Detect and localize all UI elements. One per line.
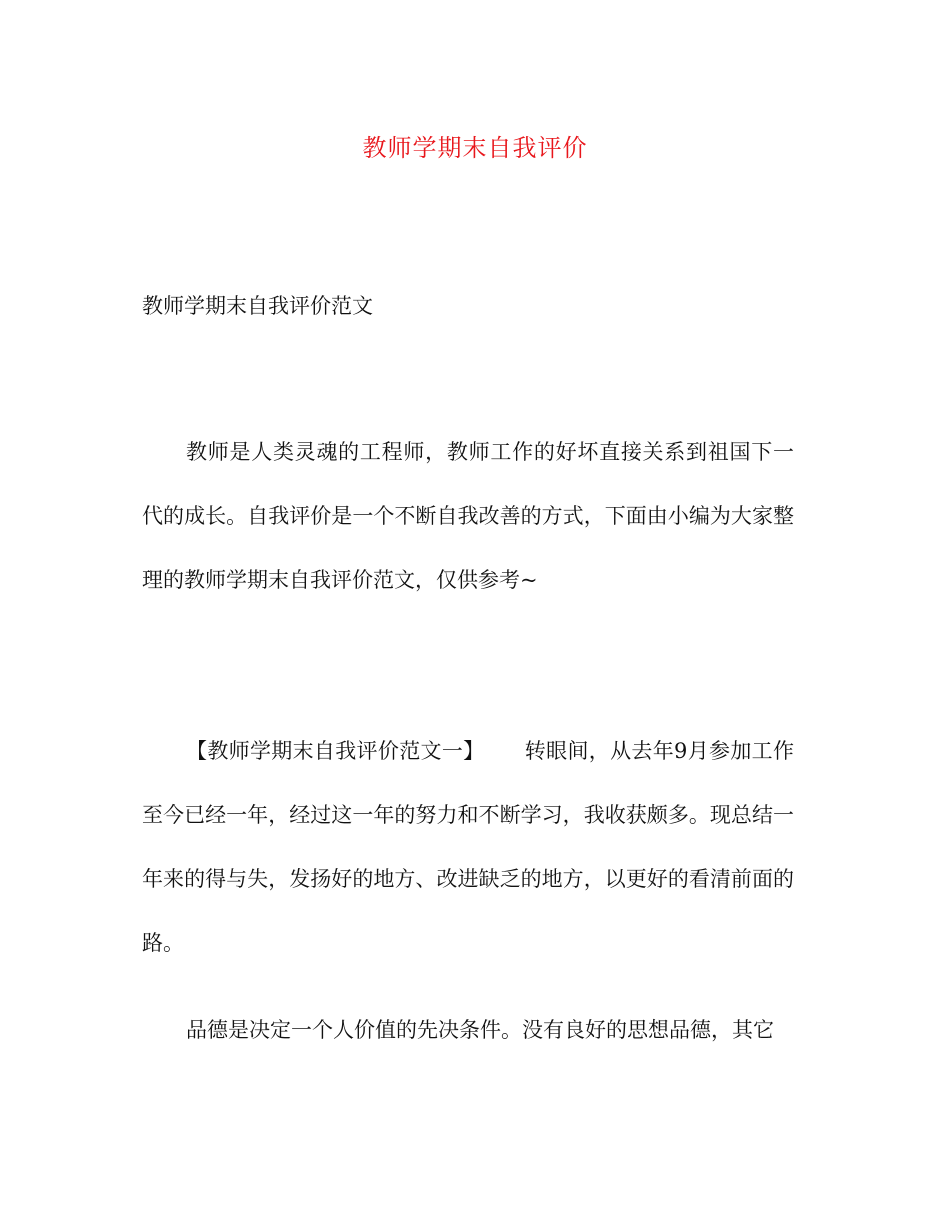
intro-paragraph: 教师是人类灵魂的工程师，教师工作的好坏直接关系到祖国下一代的成长。自我评价是一个不断自我改善的方式，下面由小编为大家整理的教师学期末自我评价范文，仅供参考~ <box>142 440 794 592</box>
last-paragraph: 品德是决定一个人价值的先决条件。没有良好的思想品德，其它 <box>186 1018 774 1042</box>
section-paragraph <box>142 719 794 975</box>
document-title: 教师学期末自我评价 <box>362 134 588 162</box>
section-body: 转眼间，从去年9月参加工作至今已经一年，经过这一年的努力和不断学习，我收获颇多。现总结一年来的得与失，发扬好的地方、改进缺乏的地方，以更好的看清前面的路。 <box>142 739 794 955</box>
section-heading: 【教师学期末自我评价范文一】 <box>186 739 485 763</box>
document-subtitle: 教师学期末自我评价范文 <box>142 294 373 318</box>
